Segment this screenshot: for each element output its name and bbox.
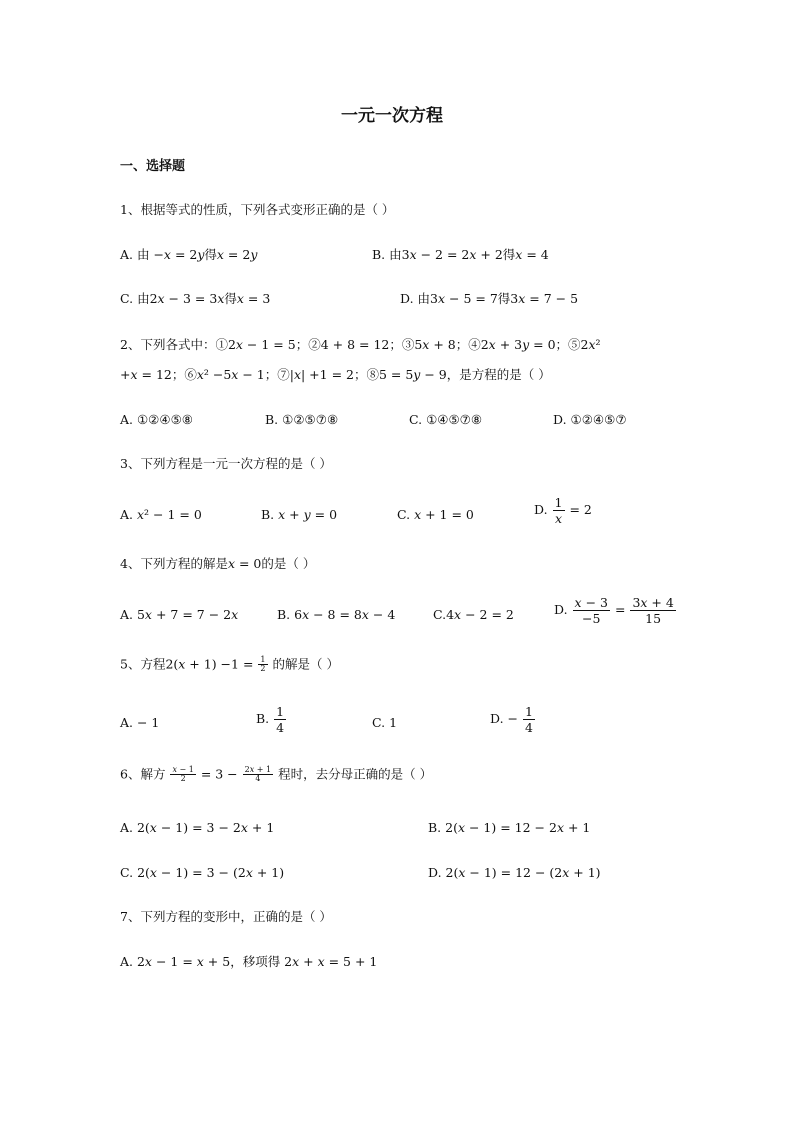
question-6-stem xyxy=(120,766,432,784)
q5-stem-pre: 5、方程2(𝑥 + 1) −1 = xyxy=(120,656,254,672)
q5-option-c: C. 1 xyxy=(372,715,398,730)
q6-f2-numerator: 2𝑥 + 1 xyxy=(244,765,272,774)
q1-option-c: C. 由2𝑥 − 3 = 3𝑥得𝑥 = 3 xyxy=(120,291,271,306)
q3-d-denominator: 𝑥 xyxy=(554,511,563,527)
q4-d-right-denominator: 15 xyxy=(645,611,662,627)
q7-option-a: A. 2𝑥 − 1 = 𝑥 + 5，移项得 2𝑥 + 𝑥 = 5 + 1 xyxy=(120,954,378,969)
q6-option-d: D. 2(𝑥 − 1) = 12 − (2𝑥 + 1) xyxy=(428,865,601,880)
q2-option-d: D. ①②④⑤⑦ xyxy=(553,412,627,427)
q5-b-denominator: 4 xyxy=(276,720,285,736)
question-2-stem-line2: +𝑥 = 12；⑥𝑥² −5𝑥 − 1；⑦|𝑥| +1 = 2；⑧5 = 5𝑦 − 9，是方程的是（ ） xyxy=(120,367,551,382)
q4-d-left-denominator: −5 xyxy=(582,611,601,627)
question-1-stem: 1、根据等式的性质，下列各式变形正确的是（ ） xyxy=(120,202,395,217)
q1-option-b: B. 由3𝑥 − 2 = 2𝑥 + 2得𝑥 = 4 xyxy=(372,247,549,262)
q6-stem-mid: = 3 − xyxy=(200,766,238,782)
q6-option-c: C. 2(𝑥 − 1) = 3 − (2𝑥 + 1) xyxy=(120,865,285,880)
q5-option-d xyxy=(490,705,536,734)
q6-f2-denominator: 4 xyxy=(255,774,261,784)
q4-d-left-numerator: 𝑥 − 3 xyxy=(574,595,608,610)
q6-f1-numerator: 𝑥 − 1 xyxy=(172,765,194,774)
q3-option-d xyxy=(534,496,592,525)
question-7-stem: 7、下列方程的变形中，正确的是（ ） xyxy=(120,909,332,924)
q3-d-rest: = 2 xyxy=(569,502,592,518)
q4-option-c: C.4𝑥 − 2 = 2 xyxy=(433,607,514,622)
q5-stem-fraction xyxy=(258,656,267,674)
q5-d-fraction xyxy=(523,705,535,734)
q4-option-a: A. 5𝑥 + 7 = 7 − 2𝑥 xyxy=(120,607,239,622)
q6-option-a: A. 2(𝑥 − 1) = 3 − 2𝑥 + 1 xyxy=(120,820,275,835)
q6-stem-post: 程时，去分母正确的是（ ） xyxy=(278,766,433,782)
q5-stem-post: 的解是（ ） xyxy=(272,656,339,672)
q5-d-numerator: 1 xyxy=(524,704,533,719)
q6-fraction-1 xyxy=(170,766,195,784)
q4-d-equals: = xyxy=(614,602,626,618)
q4-d-fraction-right xyxy=(630,596,675,625)
q2-option-b: B. ①②⑤⑦⑧ xyxy=(265,412,339,427)
question-3-stem: 3、下列方程是一元一次方程的是（ ） xyxy=(120,456,332,471)
q5-b-fraction xyxy=(274,705,286,734)
q2-option-c: C. ①④⑤⑦⑧ xyxy=(409,412,483,427)
page-title: 一元一次方程 xyxy=(341,106,443,126)
q5-stem-numerator: 1 xyxy=(260,655,266,664)
q3-d-fraction xyxy=(553,496,565,525)
q5-option-b xyxy=(256,705,287,734)
question-5-stem xyxy=(120,656,339,674)
q5-option-a: A. − 1 xyxy=(120,715,160,730)
q5-d-label: D. − xyxy=(490,711,518,727)
q6-stem-pre: 6、解方 xyxy=(120,766,166,782)
q3-d-label: D. xyxy=(534,502,548,518)
q5-stem-denominator: 2 xyxy=(260,664,266,674)
q6-f1-denominator: 2 xyxy=(180,774,186,784)
q6-option-b: B. 2(𝑥 − 1) = 12 − 2𝑥 + 1 xyxy=(428,820,591,835)
q5-b-numerator: 1 xyxy=(276,704,285,719)
q6-fraction-2 xyxy=(243,766,273,784)
question-4-stem: 4、下列方程的解是𝑥 = 0的是（ ） xyxy=(120,556,316,571)
q3-option-b: B. 𝑥 + 𝑦 = 0 xyxy=(261,507,338,522)
q4-option-d xyxy=(554,596,677,625)
section-heading: 一、选择题 xyxy=(120,159,186,174)
q4-option-b: B. 6𝑥 − 8 = 8𝑥 − 4 xyxy=(277,607,396,622)
q4-d-label: D. xyxy=(554,602,568,618)
q5-d-denominator: 4 xyxy=(524,720,533,736)
q1-option-d: D. 由3𝑥 − 5 = 7得3𝑥 = 7 − 5 xyxy=(400,291,579,306)
q4-d-right-numerator: 3𝑥 + 4 xyxy=(632,595,674,610)
q5-b-label: B. xyxy=(256,711,270,727)
q4-d-fraction-left xyxy=(573,596,610,625)
q3-option-a: A. 𝑥² − 1 = 0 xyxy=(120,507,202,522)
q3-option-c: C. 𝑥 + 1 = 0 xyxy=(397,507,474,522)
q1-option-a: A. 由 −𝑥 = 2𝑦得𝑥 = 2𝑦 xyxy=(120,247,258,262)
q3-d-numerator: 1 xyxy=(554,495,563,510)
q2-option-a: A. ①②④⑤⑧ xyxy=(120,412,194,427)
question-2-stem-line1: 2、下列各式中：①2𝑥 − 1 = 5；②4 + 8 = 12；③5𝑥 + 8；④2𝑥 + 3𝑦 = 0；⑤2𝑥² xyxy=(120,337,601,352)
